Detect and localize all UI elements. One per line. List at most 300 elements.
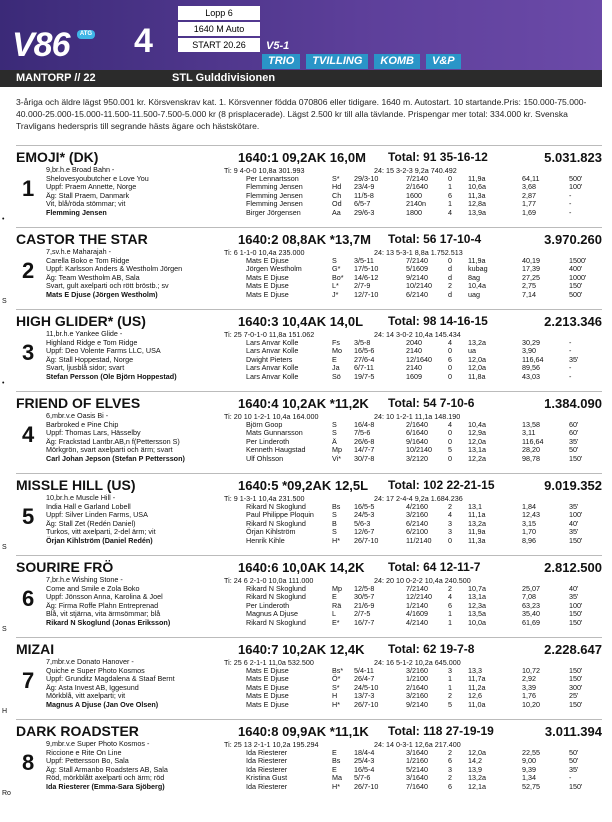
race-cell: S bbox=[332, 428, 337, 438]
race-cell: H* bbox=[332, 781, 340, 791]
horse-stat-total: Ti: 20 10 1-2-1 10,4a 164.000 bbox=[224, 412, 319, 421]
horse-marker: S bbox=[2, 626, 7, 633]
horse-entry bbox=[2, 309, 602, 391]
horse-info-line: Örjan Kihlström (Daniel Redén) bbox=[46, 535, 153, 545]
horse-prize-money: 2.812.500 bbox=[544, 560, 602, 575]
race-cell: 17,39 bbox=[522, 264, 540, 274]
race-cell: 35' bbox=[569, 501, 579, 511]
race-drivers bbox=[246, 257, 302, 300]
race-cell: - bbox=[569, 371, 572, 381]
race-cell: 14/7-7 bbox=[354, 445, 375, 455]
race-cell: 13,9 bbox=[468, 764, 482, 774]
horse-name: MISSLE HILL (US) bbox=[16, 477, 136, 493]
race-cell: 13,1a bbox=[468, 445, 486, 455]
race-cell: 16/5-6 bbox=[354, 346, 375, 356]
race-cell: uag bbox=[468, 289, 480, 299]
horse-info-line: Shelovesyoubutcher e Love You bbox=[46, 173, 149, 183]
race-driver: Mats E Djuse bbox=[246, 682, 289, 692]
race-cell: 0 bbox=[448, 255, 452, 265]
race-driver: Rikard N Skoglund bbox=[246, 617, 306, 627]
race-cell: 7/2140 bbox=[406, 255, 428, 265]
race-cell: - bbox=[569, 346, 572, 356]
horse-start-record: 1640:4 10,2AK *11,2K bbox=[238, 396, 369, 411]
horse-info bbox=[46, 740, 168, 792]
race-cell: 6/7-11 bbox=[354, 363, 374, 373]
race-cell: 7/2140 bbox=[406, 173, 428, 183]
race-cell: Rä bbox=[332, 600, 342, 610]
race-cell: 1 bbox=[448, 609, 452, 619]
race-cell: 3/1640 bbox=[406, 747, 428, 757]
race-cell: 29/3-10 bbox=[354, 173, 379, 183]
race-cell: 23/4-9 bbox=[354, 182, 375, 192]
race-column bbox=[354, 585, 374, 628]
race-cell: 14/6-12 bbox=[354, 272, 379, 282]
v86-logo: V86 bbox=[12, 26, 70, 64]
race-cell: Ja bbox=[332, 363, 340, 373]
race-cell: 35,40 bbox=[522, 609, 540, 619]
horse-marker: S bbox=[2, 544, 7, 551]
race-cell: 2,92 bbox=[522, 674, 536, 684]
race-cell: 11,2a bbox=[468, 682, 486, 692]
race-column bbox=[448, 421, 452, 464]
horse-info-line: 9,br.h.e Broad Bahn - bbox=[46, 165, 115, 174]
horse-info-line: Äg: Asta Invest AB, Iggesund bbox=[46, 682, 139, 692]
race-column bbox=[332, 585, 342, 628]
horse-start-record: 1640:7 10,2AK 12,4K bbox=[238, 642, 365, 657]
race-cell: 10,72 bbox=[522, 665, 540, 675]
race-cell: 3,90 bbox=[522, 346, 536, 356]
race-cell: 43,03 bbox=[522, 371, 540, 381]
race-cell: 6 bbox=[448, 600, 452, 610]
horse-info-line: 10,br.h.e Muscle Hill - bbox=[46, 493, 116, 502]
race-cell: Hd bbox=[332, 182, 342, 192]
race-cell: 2,75 bbox=[522, 281, 536, 291]
horse-stat-total: Ti: 25 7-0-1-0 11,8a 151.062 bbox=[224, 330, 315, 339]
horse-info-line: 7,br.h.e Wishing Stone - bbox=[46, 575, 123, 584]
horse-number: 3 bbox=[22, 340, 35, 365]
race-driver: Henrik Kihle bbox=[246, 535, 285, 545]
race-cell: 6 bbox=[448, 756, 452, 766]
horse-info-line: Mörkgrön, svart axelparti och ärm; svart bbox=[46, 445, 173, 455]
race-cell: 150' bbox=[569, 665, 583, 675]
horse-stat-year: 24: 14 3-0-2 10,4a 145.434 bbox=[374, 330, 461, 339]
race-cell: 19/7-5 bbox=[354, 371, 375, 381]
horse-start-record: 1640:5 *09,2AK 12,5L bbox=[238, 478, 369, 493]
horse-stat-year: 24: 16 5-1-2 10,2a 645.000 bbox=[374, 658, 461, 667]
horse-stat-year: 24: 10 1-2-1 11,1a 148.190 bbox=[374, 412, 461, 421]
race-cell: 27/6-4 bbox=[354, 354, 375, 364]
race-cell: 52,75 bbox=[522, 781, 540, 791]
race-cell: 1 bbox=[448, 682, 452, 692]
horse-info-line: Äg: Stall Praem, Danmark bbox=[46, 190, 130, 200]
race-driver: Rikard N Skoglund bbox=[246, 592, 306, 602]
race-cell: 150' bbox=[569, 453, 583, 463]
race-cell: 13,3 bbox=[468, 665, 482, 675]
horse-info-line: Äg: Frackstad Lantbr.AB,n f(Pettersson S) bbox=[46, 436, 180, 446]
race-cell: 12,3a bbox=[468, 600, 486, 610]
race-cell: Ma bbox=[332, 773, 342, 783]
race-column bbox=[332, 257, 344, 300]
race-cell: 12,0a bbox=[468, 747, 486, 757]
race-cell: 3,15 bbox=[522, 518, 536, 528]
race-cell: 1609 bbox=[406, 371, 422, 381]
race-column bbox=[354, 421, 374, 464]
horse-stat-total: Ti: 25 6 2-1-1 11,0a 532.500 bbox=[224, 658, 314, 667]
horse-info bbox=[46, 166, 149, 218]
race-column bbox=[406, 667, 428, 710]
horse-info-line: Röd, mörkblått axelparti och ärm; röd bbox=[46, 773, 165, 783]
race-cell: 64,11 bbox=[522, 173, 540, 183]
race-driver: Kristina Gust bbox=[246, 773, 288, 783]
game-komb: KOMB bbox=[374, 54, 420, 69]
race-cell: 4/1609 bbox=[406, 609, 428, 619]
race-cell: 11,3a bbox=[468, 190, 486, 200]
race-driver: Magnus A Djuse bbox=[246, 609, 298, 619]
horse-entry bbox=[2, 145, 602, 227]
race-cell: 9/1640 bbox=[406, 436, 428, 446]
horse-prize-money: 5.031.823 bbox=[544, 150, 602, 165]
header-band bbox=[0, 0, 612, 70]
horse-info-line: Come and Smile e Zola Boko bbox=[46, 583, 140, 593]
race-cell: 3 bbox=[448, 527, 452, 537]
race-cell: - bbox=[569, 337, 572, 347]
race-cell: 1 bbox=[448, 617, 452, 627]
horse-info-line: Ida Riesterer (Emma-Sara Sjöberg) bbox=[46, 781, 165, 791]
horse-total: Total: 54 7-10-6 bbox=[388, 396, 475, 410]
race-column bbox=[448, 257, 452, 300]
horse-number: 5 bbox=[22, 504, 35, 529]
race-cell: 28,20 bbox=[522, 445, 540, 455]
race-cell: 6 bbox=[448, 190, 452, 200]
race-cell: 7/2140 bbox=[406, 583, 428, 593]
horse-info-line: Carella Boko e Tom Ridge bbox=[46, 255, 130, 265]
race-column bbox=[406, 585, 432, 628]
race-column bbox=[522, 503, 540, 546]
horse-name: HIGH GLIDER* (US) bbox=[16, 313, 146, 329]
race-driver: Birger Jörgensen bbox=[246, 207, 301, 217]
race-column bbox=[569, 503, 582, 546]
race-column bbox=[332, 503, 340, 546]
horse-info-line: Äg: Team Westholm AB, Sala bbox=[46, 272, 140, 282]
race-column bbox=[468, 257, 488, 300]
race-cell: 9/2140 bbox=[406, 272, 428, 282]
race-cell: 150' bbox=[569, 699, 583, 709]
race-driver: Ida Riesterer bbox=[246, 747, 288, 757]
race-cell: 25,07 bbox=[522, 583, 540, 593]
horse-prize-money: 3.011.394 bbox=[544, 724, 602, 739]
race-cell: 9,39 bbox=[522, 764, 536, 774]
race-cell: 150' bbox=[569, 617, 583, 627]
race-driver: Mats E Djuse bbox=[246, 674, 289, 684]
race-column bbox=[406, 749, 428, 792]
horse-info-line: Quiche e Super Photo Kosmos bbox=[46, 665, 145, 675]
race-cell: S* bbox=[332, 173, 340, 183]
race-column bbox=[468, 503, 486, 546]
horse-info-line: 7,sv.h.e Maharajah - bbox=[46, 247, 111, 256]
race-column bbox=[406, 421, 432, 464]
race-driver: Flemming Jensen bbox=[246, 182, 303, 192]
race-cell: 1,70 bbox=[522, 527, 536, 537]
race-cell: 1,76 bbox=[522, 691, 536, 701]
race-cell: Mp bbox=[332, 445, 342, 455]
race-cell: 150' bbox=[569, 535, 583, 545]
race-cell: kubag bbox=[468, 264, 488, 274]
race-cell: 10,7a bbox=[468, 583, 486, 593]
race-column bbox=[468, 339, 486, 382]
race-cell: 2/1640 bbox=[406, 182, 428, 192]
race-cell: 2/7-5 bbox=[354, 609, 371, 619]
horse-info-line: 6,mbr.v.e Oasis Bi - bbox=[46, 411, 109, 420]
race-cell: 8ag bbox=[468, 272, 480, 282]
race-cell: 3 bbox=[448, 665, 452, 675]
horse-info-line: Svart, ljusblå sidor; svart bbox=[46, 363, 125, 373]
race-column bbox=[569, 175, 582, 218]
race-cell: 7,08 bbox=[522, 592, 536, 602]
race-cell: 13,5a bbox=[468, 609, 486, 619]
race-cell: 30,29 bbox=[522, 337, 540, 347]
horse-info-line: Uppf: Jönsson Anna, Karolina & Joel bbox=[46, 592, 163, 602]
track-name: MANTORP // 22 bbox=[16, 72, 96, 84]
race-cell: 500' bbox=[569, 289, 583, 299]
race-cell: E bbox=[332, 747, 337, 757]
horse-total: Total: 64 12-11-7 bbox=[388, 560, 481, 574]
race-column bbox=[569, 257, 586, 300]
race-cell: 3 bbox=[448, 764, 452, 774]
race-cell: 12,0a bbox=[468, 354, 486, 364]
race-cell: 3/2120 bbox=[406, 453, 428, 463]
horse-info bbox=[46, 330, 177, 382]
race-column bbox=[354, 175, 378, 218]
race-cell: H bbox=[332, 691, 338, 701]
horse-marker: S bbox=[2, 298, 7, 305]
race-cell: 3/2160 bbox=[406, 665, 428, 675]
race-cell: ua bbox=[468, 346, 476, 356]
race-cell: 89,56 bbox=[522, 363, 540, 373]
race-cell: Bs* bbox=[332, 665, 344, 675]
race-driver: Ida Riesterer bbox=[246, 764, 288, 774]
race-cell: Od bbox=[332, 199, 342, 209]
race-cell: 35' bbox=[569, 764, 579, 774]
horse-stat-total: Ti: 9 1-3-1 10,4a 231.500 bbox=[224, 494, 305, 503]
race-cell: 2,87 bbox=[522, 190, 536, 200]
race-driver: Jörgen Westholm bbox=[246, 264, 302, 274]
horse-info bbox=[46, 576, 170, 628]
race-cell: B bbox=[332, 518, 337, 528]
race-cell: 40,19 bbox=[522, 255, 540, 265]
game-tvilling: TVILLING bbox=[306, 54, 368, 69]
race-cell: Mp bbox=[332, 583, 342, 593]
race-column bbox=[448, 585, 452, 628]
race-driver: Lars Anvar Kolle bbox=[246, 337, 299, 347]
race-cell: Fs bbox=[332, 337, 340, 347]
race-cell: 1800 bbox=[406, 207, 422, 217]
start-time-label: START 20.26 bbox=[178, 38, 260, 52]
race-cell: 6 bbox=[448, 354, 452, 364]
race-cell: Bs bbox=[332, 756, 341, 766]
race-column bbox=[468, 421, 486, 464]
horse-prize-money: 2.228.647 bbox=[544, 642, 602, 657]
horse-entry bbox=[2, 719, 602, 801]
race-column bbox=[468, 175, 486, 218]
race-cell: 5 bbox=[448, 699, 452, 709]
race-cell: 13/7-3 bbox=[354, 691, 375, 701]
race-cell: H* bbox=[332, 699, 340, 709]
race-cell: 150' bbox=[569, 781, 583, 791]
race-cell: 6/5-7 bbox=[354, 199, 371, 209]
horse-stat-year: 24: 15 3-2-3 9,2a 740.492 bbox=[374, 166, 457, 175]
race-driver: Ulf Ohlsson bbox=[246, 453, 284, 463]
race-cell: 3/2160 bbox=[406, 691, 428, 701]
race-column bbox=[406, 339, 432, 382]
race-cell: Mo bbox=[332, 346, 342, 356]
race-cell: 26/6-8 bbox=[354, 436, 375, 446]
race-cell: 11,3a bbox=[468, 535, 486, 545]
horse-marker: • bbox=[2, 380, 5, 387]
race-cell: 12,2a bbox=[468, 453, 486, 463]
race-cell: 50' bbox=[569, 756, 579, 766]
horse-prize-money: 2.213.346 bbox=[544, 314, 602, 329]
race-cell: 7,14 bbox=[522, 289, 536, 299]
race-cell: 35' bbox=[569, 527, 579, 537]
race-cell: 300' bbox=[569, 682, 583, 692]
race-cell: d bbox=[448, 272, 452, 282]
race-column bbox=[354, 749, 378, 792]
race-cell: 2140n bbox=[406, 199, 426, 209]
race-cell: 0 bbox=[448, 436, 452, 446]
race-cell: 26/7-10 bbox=[354, 535, 379, 545]
race-cell: Ö* bbox=[332, 674, 341, 684]
race-cell: d bbox=[448, 289, 452, 299]
race-cell: 63,23 bbox=[522, 600, 540, 610]
race-cell: 40' bbox=[569, 583, 579, 593]
race-cell: S bbox=[332, 255, 337, 265]
horse-info bbox=[46, 248, 182, 300]
race-cell: 26/7-10 bbox=[354, 781, 379, 791]
race-column bbox=[448, 749, 452, 792]
race-driver: Per Linderoth bbox=[246, 600, 290, 610]
race-cell: 1600 bbox=[406, 190, 422, 200]
race-driver: Mats E Djuse bbox=[246, 272, 289, 282]
race-cell: 12,8a bbox=[468, 199, 486, 209]
race-cell: 30/5-7 bbox=[354, 592, 375, 602]
race-drivers bbox=[246, 749, 287, 792]
horse-stat-total: Ti: 6 1-1-0 10,4a 235.000 bbox=[224, 248, 305, 257]
horse-start-record: 1640:3 10,4AK 14,0L bbox=[238, 314, 364, 329]
race-cell: 4/2140 bbox=[406, 617, 428, 627]
race-cell: 2 bbox=[448, 583, 452, 593]
race-driver: Lars Anvar Kolle bbox=[246, 346, 299, 356]
race-cell: 6 bbox=[448, 781, 452, 791]
horse-stat-year: 24: 14 0-3-1 12,6a 217.400 bbox=[374, 740, 461, 749]
race-cell: 8,96 bbox=[522, 535, 536, 545]
race-cell: 13,2a bbox=[468, 773, 486, 783]
game-trio: TRIO bbox=[262, 54, 300, 69]
race-column bbox=[468, 585, 486, 628]
race-cell: 61,69 bbox=[522, 617, 540, 627]
race-driver: Ida Riesterer bbox=[246, 781, 288, 791]
race-driver: Mats E Djuse bbox=[246, 691, 289, 701]
horse-entry bbox=[2, 637, 602, 719]
race-cell: 25/4-3 bbox=[354, 756, 375, 766]
race-cell: 11,9a bbox=[468, 255, 486, 265]
horse-total: Total: 102 22-21-15 bbox=[388, 478, 495, 492]
race-cell: 10,4a bbox=[468, 419, 486, 429]
horse-stat-total: Ti: 25 13 2-1-1 10,2a 195.294 bbox=[224, 740, 319, 749]
race-column bbox=[354, 339, 374, 382]
race-driver: Per Linderoth bbox=[246, 436, 290, 446]
horse-prize-money: 1.384.090 bbox=[544, 396, 602, 411]
race-drivers bbox=[246, 585, 306, 628]
race-column bbox=[448, 667, 452, 710]
race-cell: 29/6-3 bbox=[354, 207, 375, 217]
horse-info-line: Highland Ridge e Tom Ridge bbox=[46, 337, 138, 347]
horse-prize-money: 3.970.260 bbox=[544, 232, 602, 247]
horse-stat-total: Ti: 24 6 2-1-0 10,0a 111.000 bbox=[224, 576, 314, 585]
horse-entry bbox=[16, 391, 602, 473]
horse-info-line: 7,mbr.v.e Donato Hanover - bbox=[46, 657, 134, 666]
horse-name: DARK ROADSTER bbox=[16, 723, 139, 739]
race-cell: 0 bbox=[448, 363, 452, 373]
race-cell: 5 bbox=[448, 445, 452, 455]
horse-info-line: Carl Johan Jepson (Stefan P Pettersson) bbox=[46, 453, 185, 463]
race-cell: 40' bbox=[569, 518, 579, 528]
race-driver: Paul Philippe Ploquin bbox=[246, 510, 314, 520]
race-cell: 25' bbox=[569, 691, 579, 701]
race-cell: 12,6 bbox=[468, 691, 482, 701]
race-cell: 12,0a bbox=[468, 363, 486, 373]
race-column bbox=[332, 749, 342, 792]
race-cell: Aa bbox=[332, 207, 341, 217]
horse-info-line: India Hall e Garland Lobell bbox=[46, 501, 131, 511]
race-cell: 1000' bbox=[569, 272, 587, 282]
race-number: 4 bbox=[134, 22, 153, 60]
horse-name: CASTOR THE STAR bbox=[16, 231, 148, 247]
race-cell: 10,4a bbox=[468, 281, 486, 291]
race-cell: 10,0a bbox=[468, 617, 486, 627]
horse-marker: H bbox=[2, 708, 8, 715]
horse-name: MIZAI bbox=[16, 641, 55, 657]
race-cell: - bbox=[569, 190, 572, 200]
race-cell: 50' bbox=[569, 445, 579, 455]
race-cell: 5/4-11 bbox=[354, 665, 374, 675]
horse-info-line: Svart, gult axelparti och rött bröstb.; sv bbox=[46, 281, 169, 291]
race-cell: 10,20 bbox=[522, 699, 540, 709]
race-cell: 11,0a bbox=[468, 699, 486, 709]
race-driver: Mats E Djuse bbox=[246, 281, 289, 291]
race-cell: 150' bbox=[569, 609, 583, 619]
race-cell: 13,1a bbox=[468, 592, 486, 602]
race-name: STL Gulddivisionen bbox=[172, 72, 276, 84]
race-cell: 7/1640 bbox=[406, 781, 428, 791]
distance-label: 1640 M Auto bbox=[178, 22, 260, 36]
race-cell: 1/2100 bbox=[406, 674, 428, 684]
horse-number: 2 bbox=[22, 258, 35, 283]
race-cell: 11/5-8 bbox=[354, 190, 374, 200]
race-cell: 2/1640 bbox=[406, 682, 428, 692]
race-cell: 1 bbox=[448, 182, 452, 192]
horse-total: Total: 91 35-16-12 bbox=[388, 150, 488, 164]
race-cell: 11,9a bbox=[468, 173, 486, 183]
race-cell: 18/4-4 bbox=[354, 747, 375, 757]
horse-info bbox=[46, 494, 156, 546]
race-cell: 35' bbox=[569, 436, 579, 446]
race-drivers bbox=[246, 503, 314, 546]
race-cell: 12,1a bbox=[468, 781, 486, 791]
horse-stat-year: 24: 13 5-3-1 8,8a 1.752.513 bbox=[374, 248, 463, 257]
race-cell: 1/2140 bbox=[406, 600, 428, 610]
horse-total: Total: 62 19-7-8 bbox=[388, 642, 475, 656]
race-cell: 7/5-6 bbox=[354, 428, 371, 438]
